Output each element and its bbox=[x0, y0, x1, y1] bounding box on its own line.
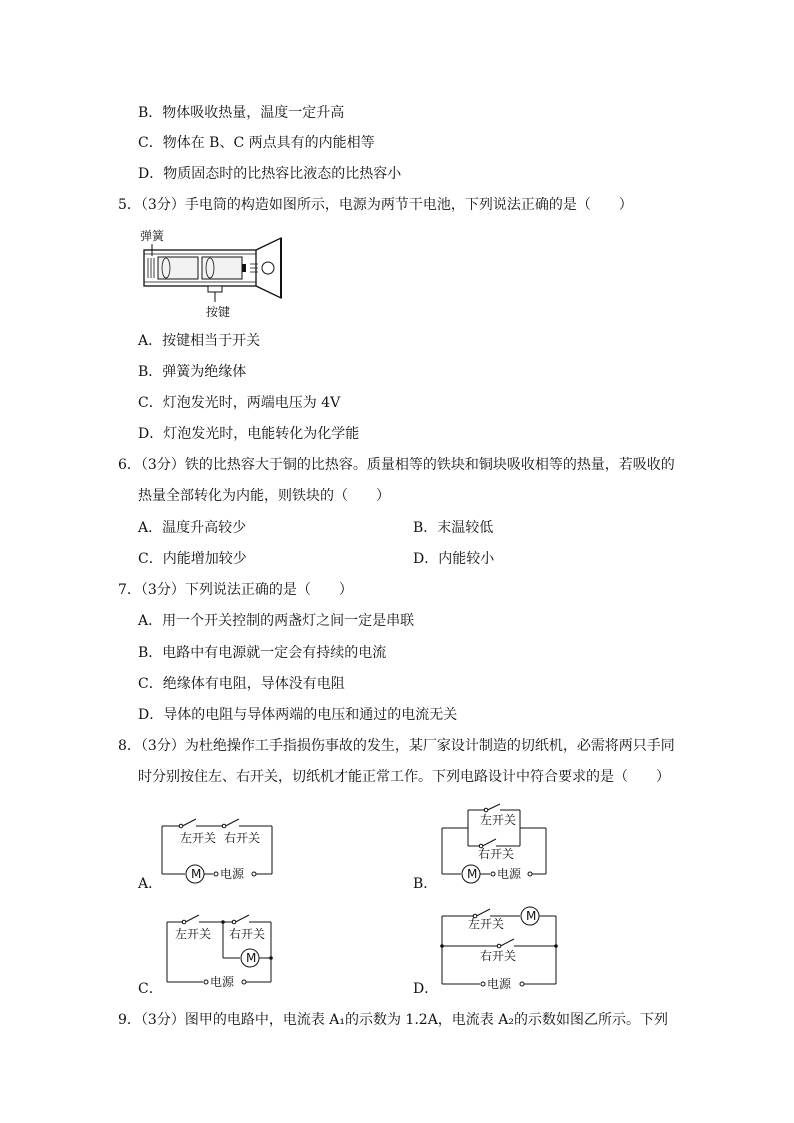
circuit-c-left-switch-label: 左开关 bbox=[175, 927, 212, 941]
circuit-a-left-switch-label: 左开关 bbox=[180, 831, 217, 845]
q7-option-b: B．电路中有电源就一定会有持续的电流 bbox=[138, 645, 387, 661]
q8-option-b: B． bbox=[413, 876, 438, 892]
q6-stem-line1: 6．（3分）铁的比热容大于铜的比热容。质量相等的铁块和铜块吸收相等的热量，若吸收的 bbox=[118, 457, 675, 473]
q4-option-d: D．物质固态时的比热容比液态的比热容小 bbox=[138, 166, 402, 182]
q6-option-b: B．末温较低 bbox=[413, 520, 494, 536]
circuit-d-motor-label: M bbox=[526, 909, 537, 923]
circuit-a-power-label: 电源 bbox=[220, 867, 245, 881]
q5-option-d: D．灯泡发光时，电能转化为化学能 bbox=[138, 426, 360, 442]
circuit-c bbox=[165, 914, 280, 992]
q5-option-a: A．按键相当于开关 bbox=[138, 333, 261, 349]
circuit-d-right-switch-label: 右开关 bbox=[480, 949, 517, 963]
circuit-b-motor-label: M bbox=[467, 867, 478, 881]
q6-stem-line2: 热量全部转化为内能，则铁块的（ ） bbox=[138, 488, 390, 504]
circuit-b bbox=[440, 806, 552, 886]
q5-stem: 5．（3分）手电筒的构造如图所示，电源为两节干电池，下列说法正确的是（ ） bbox=[118, 197, 633, 213]
circuit-b-left-switch-label: 左开关 bbox=[480, 813, 517, 827]
q6-option-a: A．温度升高较少 bbox=[138, 520, 247, 536]
q9-stem: 9．（3分）图甲的电路中，电流表 A₁的示数为 1.2A，电流表 A₂的示数如图乙所示。下列 bbox=[118, 1012, 668, 1028]
q4-option-c: C．物体在 B、C 两点具有的内能相等 bbox=[138, 135, 375, 151]
q8-option-d: D． bbox=[413, 981, 439, 997]
q4-option-b: B．物体吸收热量，温度一定升高 bbox=[138, 105, 345, 121]
circuit-a bbox=[160, 818, 280, 890]
circuit-d-power-label: 电源 bbox=[487, 977, 512, 991]
q7-option-a: A．用一个开关控制的两盏灯之间一定是串联 bbox=[138, 613, 415, 629]
q5-option-c: C．灯泡发光时，两端电压为 4V bbox=[138, 395, 341, 411]
flashlight-figure bbox=[136, 226, 296, 321]
q8-option-a: A． bbox=[138, 876, 163, 892]
circuit-c-right-switch-label: 右开关 bbox=[229, 927, 266, 941]
q8-stem-line2: 时分别按住左、右开关，切纸机才能正常工作。下列电路设计中符合要求的是（ ） bbox=[138, 769, 670, 785]
q6-option-c: C．内能增加较少 bbox=[138, 551, 247, 567]
q8-option-c: C． bbox=[138, 981, 163, 997]
q7-stem: 7．（3分）下列说法正确的是（ ） bbox=[118, 582, 353, 598]
q8-stem-line1: 8．（3分）为杜绝操作工手指损伤事故的发生，某厂家设计制造的切纸机，必需将两只手同 bbox=[118, 738, 675, 754]
flashlight-button-label: 按键 bbox=[206, 305, 231, 319]
circuit-d-left-switch-label: 左开关 bbox=[468, 917, 505, 931]
circuit-a-right-switch-label: 右开关 bbox=[224, 831, 261, 845]
flashlight-spring-label: 弹簧 bbox=[140, 229, 165, 243]
circuit-d bbox=[440, 906, 560, 992]
circuit-c-motor-label: M bbox=[246, 951, 257, 965]
q7-option-d: D．导体的电阻与导体两端的电压和通过的电流无关 bbox=[138, 707, 458, 723]
q6-option-d: D．内能较小 bbox=[413, 551, 495, 567]
circuit-b-right-switch-label: 右开关 bbox=[478, 847, 515, 861]
circuit-a-motor-label: M bbox=[191, 867, 202, 881]
circuit-b-power-label: 电源 bbox=[497, 867, 522, 881]
q7-option-c: C．绝缘体有电阻，导体没有电阻 bbox=[138, 676, 345, 692]
q5-option-b: B．弹簧为绝缘体 bbox=[138, 364, 247, 380]
circuit-c-power-label: 电源 bbox=[210, 975, 235, 989]
